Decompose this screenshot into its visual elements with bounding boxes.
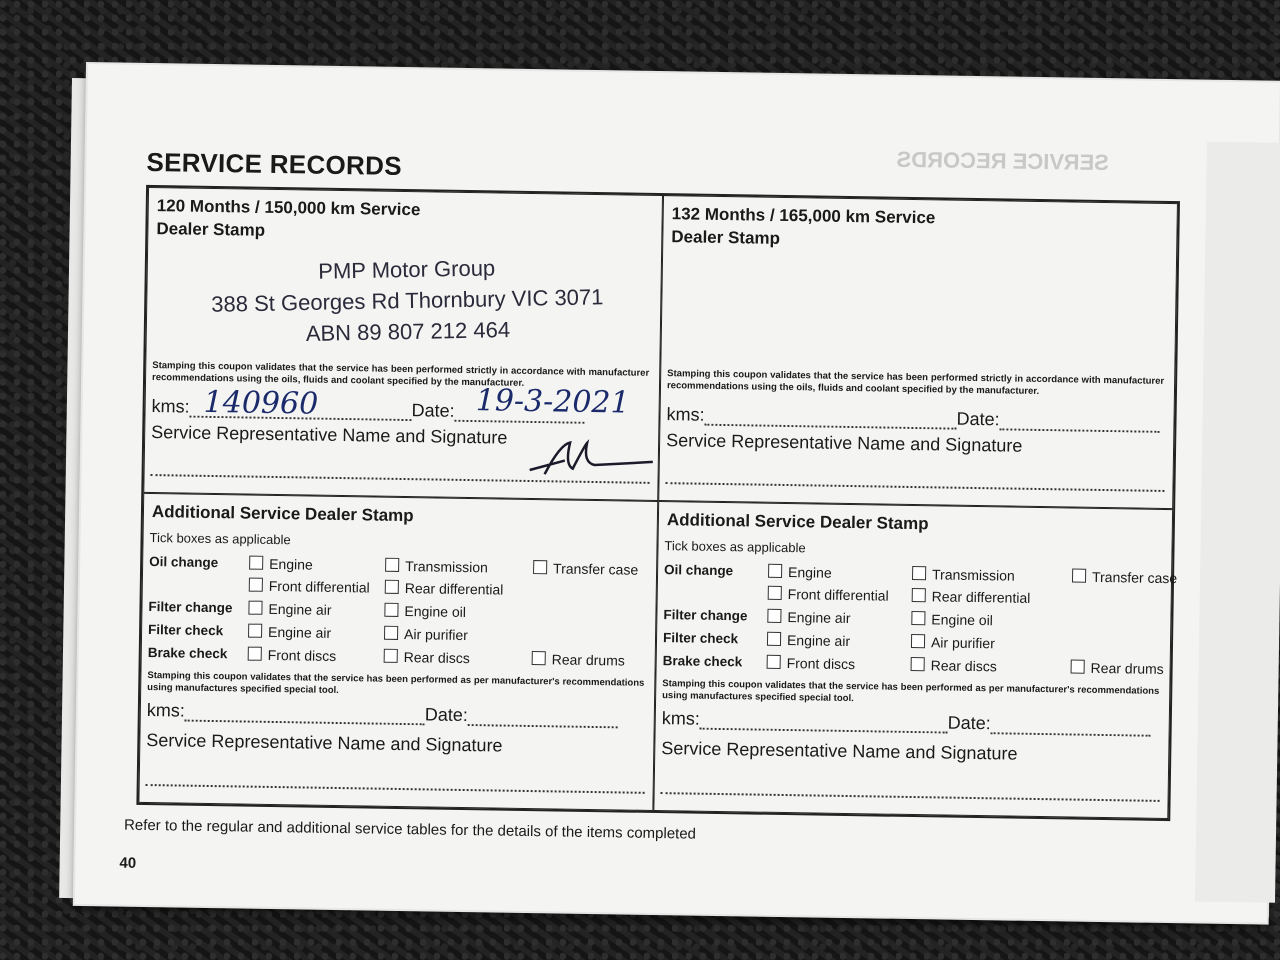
date-field[interactable] [991, 718, 1151, 737]
filter-check-label: Filter check [662, 630, 739, 647]
checkbox-rear-drums[interactable]: Rear drums [532, 651, 625, 668]
checkbox-engine-air-check[interactable]: Engine air [248, 624, 331, 641]
checkbox-transmission[interactable]: Transmission [385, 558, 488, 576]
checkbox-front-discs[interactable]: Front discs [248, 647, 337, 664]
checkbox-engine-oil[interactable]: Engine oil [911, 611, 993, 628]
checkbox-engine-oil[interactable]: Engine oil [384, 603, 466, 620]
date-label: Date: [947, 712, 991, 734]
filter-change-label: Filter change [663, 607, 748, 624]
service-cell-120 [143, 187, 663, 501]
filter-check-label: Filter check [148, 622, 224, 639]
facing-page [1195, 142, 1280, 903]
date-label: Date: [411, 400, 455, 421]
kms-date-line [662, 708, 1161, 737]
signature-field[interactable] [661, 792, 1160, 802]
checkbox-engine[interactable]: Engine [768, 564, 832, 581]
dealer-stamp-impression [206, 250, 608, 351]
additional-cell-left [138, 493, 658, 811]
date-field[interactable] [468, 710, 618, 728]
brake-check-row [148, 645, 647, 673]
checkbox-front-differential[interactable]: Front differential [768, 586, 889, 604]
dealer-stamp-label: Dealer Stamp [156, 219, 266, 240]
kms-field[interactable] [700, 714, 948, 734]
booklet-page [75, 64, 1280, 923]
checkbox-front-differential[interactable]: Front differential [249, 578, 370, 596]
checkbox-rear-differential[interactable]: Rear differential [912, 588, 1031, 606]
dealer-stamp-label: Dealer Stamp [671, 227, 781, 248]
checkbox-rear-discs[interactable]: Rear discs [384, 649, 470, 666]
signature-field[interactable] [146, 784, 645, 794]
signature-label: Service Representative Name and Signature [151, 422, 508, 448]
kms-field[interactable] [704, 410, 956, 430]
handwritten-signature [524, 434, 655, 486]
checkbox-engine-air[interactable]: Engine air [248, 601, 331, 618]
service-heading: 120 Months / 150,000 km Service [156, 196, 421, 220]
service-cell-132 [658, 195, 1178, 509]
signature-label: Service Representative Name and Signature [666, 430, 1023, 456]
service-records-grid [136, 185, 1180, 821]
tick-instruction: Tick boxes as applicable [664, 538, 806, 556]
date-label: Date: [956, 408, 1000, 430]
checkbox-engine-air-check[interactable]: Engine air [767, 632, 850, 649]
kms-date-line [147, 700, 646, 729]
additional-cell-right [653, 501, 1178, 819]
date-field[interactable] [999, 414, 1159, 433]
additional-fine-print: Stamping this coupon validates that the service has been performed as per manufacturer's recommendations using manufactures specified special tool. [147, 670, 645, 697]
tick-instruction: Tick boxes as applicable [149, 530, 291, 548]
additional-heading: Additional Service Dealer Stamp [666, 510, 929, 534]
oil-change-label: Oil change [149, 554, 219, 571]
validation-fine-print: Stamping this coupon validates that the service has been performed strictly in accordance with manufacturer recommendations using the oils, fluids and coolant specified by the manufacturer. [666, 368, 1165, 397]
additional-heading: Additional Service Dealer Stamp [151, 502, 414, 526]
signature-label: Service Representative Name and Signature [661, 738, 1018, 764]
checkbox-transfer-case[interactable]: Transfer case [1072, 569, 1177, 587]
checkbox-air-purifier[interactable]: Air purifier [384, 626, 468, 643]
additional-fine-print: Stamping this coupon validates that the service has been performed as per manufacturer's recommendations using manufactures specified special tool. [662, 678, 1160, 705]
checkbox-rear-differential[interactable]: Rear differential [385, 580, 504, 598]
filter-change-label: Filter change [148, 599, 233, 616]
checkbox-transmission[interactable]: Transmission [912, 566, 1015, 584]
stamp-line-3: ABN 89 807 212 464 [305, 317, 511, 346]
bleed-through-text: SERVICE RECORDS [896, 146, 1110, 176]
checkbox-engine[interactable]: Engine [249, 556, 313, 573]
signature-field[interactable] [665, 482, 1164, 492]
kms-field[interactable] [185, 706, 425, 726]
kms-label: kms: [661, 708, 700, 729]
kms-label: kms: [151, 396, 190, 417]
checkbox-air-purifier[interactable]: Air purifier [911, 634, 995, 651]
stamp-line-2: 388 St Georges Rd Thornbury VIC 3071 [211, 284, 604, 317]
brake-check-label: Brake check [147, 645, 228, 662]
checkbox-front-discs[interactable]: Front discs [767, 655, 856, 672]
page-number: 40 [119, 854, 137, 872]
checkbox-rear-drums[interactable]: Rear drums [1071, 660, 1164, 677]
date-label: Date: [424, 704, 469, 726]
stamp-line-1: PMP Motor Group [318, 255, 496, 284]
footer-note: Refer to the regular and additional service tables for the details of the items completed [123, 816, 697, 843]
brake-check-row [663, 653, 1162, 681]
checkbox-engine-air[interactable]: Engine air [767, 609, 850, 626]
page-title: SERVICE RECORDS [146, 146, 403, 181]
checkbox-rear-discs[interactable]: Rear discs [911, 657, 997, 674]
kms-label: kms: [146, 700, 186, 721]
handwritten-date: 19-3-2021 [475, 383, 630, 421]
validation-fine-print: Stamping this coupon validates that the service has been performed strictly in accordance with manufacturer recommendations using the oils, fluids and coolant specified by the manufacturer. [151, 360, 650, 389]
handwritten-kms: 140960 [203, 384, 319, 422]
signature-label: Service Representative Name and Signature [146, 730, 503, 756]
kms-date-line [666, 404, 1165, 433]
service-heading: 132 Months / 165,000 km Service [671, 204, 936, 228]
oil-change-label: Oil change [664, 562, 734, 579]
checkbox-transfer-case[interactable]: Transfer case [533, 560, 638, 578]
brake-check-label: Brake check [662, 653, 743, 670]
kms-label: kms: [666, 404, 705, 425]
